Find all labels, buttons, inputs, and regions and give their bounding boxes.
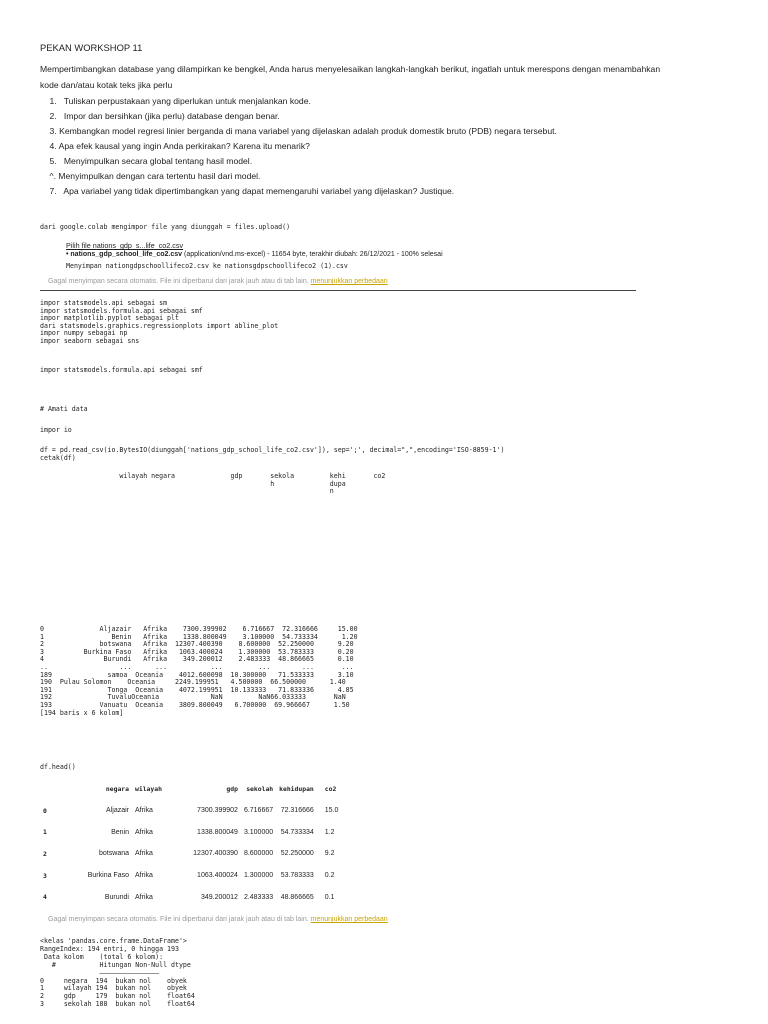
intro-paragraph: Mempertimbangkan database yang dilampirkan ke bengkel, Anda harus menyelesaikan langkah-langkah berikut, ingatlah untuk merespons dengan menambahkan kode dan/atau kotak teks jika perlu [40, 64, 661, 90]
print-output-rows: 0 Aljazair Afrika 7300.399902 6.716667 72.316666 15.00 1 Benin Afrika 1338.800049 3.100000 54.733334 1.20 2 botswana Afrika 12307.400390 8.600000 52.250000 9.20 3 Burkina Faso Afrika 1063.400024 1.300000 53.783333 0.20 4 Burundi Afrika 349.200012 2.483333 48.866665 0.10 .. ... ... ... ... ... ... 189 samoa Oceania 4012.600098 10.300000 71.533333 3.10 190 Pulau Solomon Oceania 2249.199951 4.500000 66.500000 1.40 191 Tonga Oceania 4072.199951 10.133333 71.833336 4.85 192 TuvaluOceania NaN NaN66.033333 NaN 193 Vanuatu Oceania 3809.800049 6.700000 69.966667 1.50 [194 baris x 6 kolom] [40, 625, 358, 717]
autosave-warning-text: Gagal menyimpan secara otomatis. File ini diperbarui dari jarak jauh atau di tab lain. [48, 916, 311, 923]
show-diff-link[interactable]: menunjukkan perbedaan [310, 916, 388, 923]
table-header-row [40, 778, 341, 800]
show-diff-link[interactable]: menunjukkan perbedaan [310, 278, 388, 285]
uploaded-filename: • nations_gdp_school_life_co2.csv [66, 251, 183, 258]
upload-details: (application/vnd.ms-excel) - 11654 byte, terakhir diubah: 26/12/2021 - 100% selesai [182, 251, 443, 258]
list-item: 7. Apa variabel yang tidak dipertimbangkan yang dapat memengaruhi variabel yang dijelaskan? Justique. [40, 186, 455, 196]
autosave-warning-2 [48, 916, 388, 923]
upload-code: dari google.colab mengimpor file yang diunggah = files.upload() [40, 223, 291, 231]
table-row: 4 Burundi Afrika 349.200012 2.483333 48.866665 0.1 [43, 893, 335, 902]
index-header [40, 778, 68, 800]
column-header: kehidupan [279, 785, 314, 793]
table-row: 1 Benin Afrika 1338.800049 3.100000 54.733334 1.2 [43, 828, 335, 837]
list-item: 5. Menyimpulkan secara global tentang hasil model. [40, 156, 253, 166]
choose-file-link[interactable]: Pilih file nations_gdp_s...life_co2.csv [66, 241, 184, 250]
list-item: 4. Apa efek kausal yang ingin Anda perkirakan? Karena itu menarik? [40, 141, 310, 151]
column-header: sekolah [246, 785, 274, 793]
print-output-header: wilayah negara gdp sekola kehi co2 h dupa n [119, 472, 386, 496]
steps-list [40, 94, 557, 199]
table-row: 0 Aljazair Afrika 7300.399902 6.716667 72.316666 15.0 [43, 806, 339, 815]
head-table [40, 778, 341, 908]
table-row: 3 Burkina Faso Afrika 1063.400024 1.300000 53.783333 0.2 [43, 871, 335, 880]
head-code: df.head() [40, 763, 76, 771]
list-item: 1. Tuliskan perpustakaan yang diperlukan untuk menjalankan kode. [40, 96, 311, 106]
observe-comment: # Amati data [40, 405, 88, 413]
list-item: ^. Menyimpulkan dengan cara tertentu hasil dari model. [40, 171, 261, 181]
page-title: PEKAN WORKSHOP 11 [40, 42, 143, 53]
upload-info [66, 251, 443, 258]
imports-code: impor statsmodels.api sebagai sm impor statsmodels.formula.api sebagai smf impor matplotlib.pyplot sebagai plt dari statsmodels.graphics.regressionplots import abline_plot impor numpy sebagai np impor seaborn sebagai sns [40, 299, 279, 345]
import-smf-code: impor statsmodels.formula.api sebagai smf [40, 366, 203, 374]
table-row: 2 botswana Afrika 12307.400390 8.600000 52.250000 9.2 [43, 849, 335, 858]
column-header: gdp [226, 785, 238, 793]
df-info-output: <kelas 'pandas.core.frame.DataFrame'> RangeIndex: 194 entri, 0 hingga 193 Data kolom (total 6 kolom): # Hitungan Non-Null dtype ——————————————— 0 negara 194 bukan nol obyek 1 wilayah 194 bukan nol obyek 2 gdp 179 bukan nol float64 3 sekolah 188 bukan nol float64 [40, 937, 195, 1009]
column-header: wilayah [135, 785, 162, 793]
list-item: 2. Impor dan bersihkan (jika perlu) database dengan benar. [40, 111, 280, 121]
autosave-warning [48, 278, 388, 285]
autosave-warning-text: Gagal menyimpan secara otomatis. File ini diperbarui dari jarak jauh atau di tab lain. [48, 278, 311, 285]
upload-saved-message: Menyimpan nationgdpschoollifeco2.csv ke nationsgdpschoollifeco2 (1).csv [66, 262, 348, 270]
list-item: 3. Kembangkan model regresi linier berganda di mana variabel yang dijelaskan adalah produk domestik bruto (PDB) negara tersebut. [40, 126, 557, 136]
column-header: negara [105, 785, 129, 793]
column-header: co2 [324, 785, 337, 793]
divider [40, 290, 636, 291]
read-csv-code: df = pd.read_csv(io.BytesIO(diunggah['nations_gdp_school_life_co2.csv']), sep=';', decimal=",",encoding='ISO-8859-1') cetak(df) [40, 446, 505, 462]
import-io-code: impor io [40, 426, 72, 434]
